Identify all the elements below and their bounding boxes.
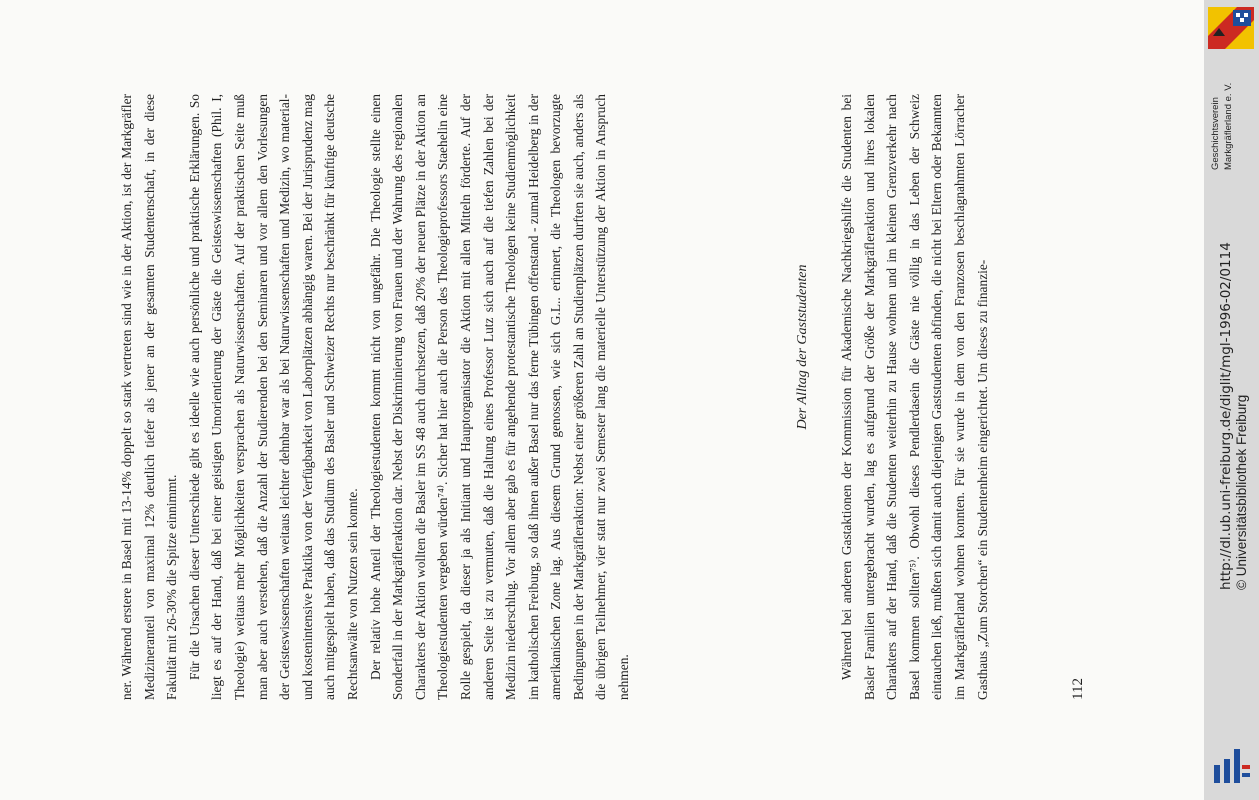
text-column-2 <box>836 94 994 700</box>
paragraph: Für die Ursachen dieser Unterschiede gibt es ideelle wie auch persönliche und praktische Erklärungen. So liegt es auf der Hand, daß bei einer geistigen Umorientierung der Gäste die Geisteswissenschaften (Phil. I, Theologie) weitaus mehr Möglichkeiten versprachen als Naturwissenschaften. Auf der praktischen Seite muß man aber auch verstehen, daß die Anzahl der Studierenden bei den Seminaren und vor allem den Vorlesungen der Geisteswissenschaften weitaus leichter dehnbar war als bei Naturwissenschaften und Medizin, wo material- und kostenintensive Praktika von der Verfügbarkeit von Laborplätzen abhängig waren. Bei der Jurisprudenz mag auch mitgespielt haben, daß das Studium des Basler und Schweizer Rechts nur beschränkt für künftige deutsche Rechtsanwälte von Nutzen sein konnte. <box>186 94 360 700</box>
viewer-sidebar <box>1204 0 1259 800</box>
ub-freiburg-logo-icon <box>1212 745 1252 785</box>
publisher-name: Markgräflerland e. V. <box>1223 82 1234 170</box>
page-number: 112 <box>1070 678 1086 700</box>
paragraph: Der relativ hohe Anteil der Theologiestudenten kommt nicht von ungefähr. Die Theologie stellte einen Sonderfall in der Markgräfleraktion dar. Nebst der Diskriminierung von Frauen und der Wahrung des regionalen Charakters der Aktion wollten die Basler im SS 48 auch durchsetzen, daß 20% der neuen Plätze in der Aktion an Theologiestudenten vergeben würden⁷⁴⁾. Sicher hat hier auch die Person des Theologieprofessors Staehelin eine Rolle gespielt, da dieser ja als Initiant und Hauptorganisator die Aktion mit allen Mitteln förderte. Auf der anderen Seite ist zu vermuten, daß die Haltung eines Professor Lutz sich auch auf die tiefen Zahlen bei der Medizin niederschlug. Vor allem aber gab es für angehende protestantische Theologen keine Studienmöglichkeit im katholischen Freiburg, so daß ihnen außer Basel nur das ferne Tübingen offenstand - zumal Heidelberg in der amerikanischen Zone lag. Aus diesem Grund genossen, wie sich G.L.. erinnert, die Theologen bevorzugte Bedingungen in der Markgräfleraktion: Nebst einer größeren Zahl an Studienplätzen durften sie auch, anders als die übrigen Teilnehmer, vier statt nur zwei Semester lang die materielle Unterstützung der Aktion in Anspruch nehmen. <box>367 94 632 700</box>
coat-of-arms-icon <box>1207 6 1255 50</box>
copyright-notice: © Universitätsbibliothek Freiburg <box>1234 394 1249 590</box>
permalink-url[interactable]: http://dl.ub.uni-freiburg.de/diglit/mgl-1996-02/0114 <box>1218 242 1234 590</box>
text-column-1 <box>116 94 636 700</box>
section-heading: Der Alltag der Gaststudenten <box>795 264 810 430</box>
paragraph: ner. Während erstere in Basel mit 13-14% doppelt so stark vertreten sind wie in der Aktion, ist der Markgräfler Medizineranteil von maximal 12% deutlich tiefer als jener an der gesamten Studentenschaft, in der diese Fakultät mit 26-30% die Spitze einnimmt. <box>119 94 180 700</box>
publisher-name: Geschichtsverein <box>1210 97 1221 170</box>
paragraph: Während bei anderen Gastaktionen der Kommission für Akademische Nachkriegshilfe die Studenten bei Basler Familien untergebracht wurden, lag es aufgrund der Größe der Markgräfleraktion und ihres lokalen Charakters auf der Hand, daß die Studenten weiterhin zu Hause wohnen und im kleinen Grenzverkehr nach Basel kommen sollten⁷⁵⁾. Obwohl dieses Pendlerdasein die Gäste nie völlig in das Leben der Schweiz eintauchen ließ, mußten sich damit auch diejenigen Gaststudenten abfinden, die nicht bei Eltern oder Bekannten im Markgräflerland wohnen konnten. Für sie wurde in dem von den Franzosen beschlagnahmten Lörracher Gasthaus „Zum Storchen“ ein Studentenheim eingerichtet. Um dieses zu finanzie- <box>839 94 990 700</box>
